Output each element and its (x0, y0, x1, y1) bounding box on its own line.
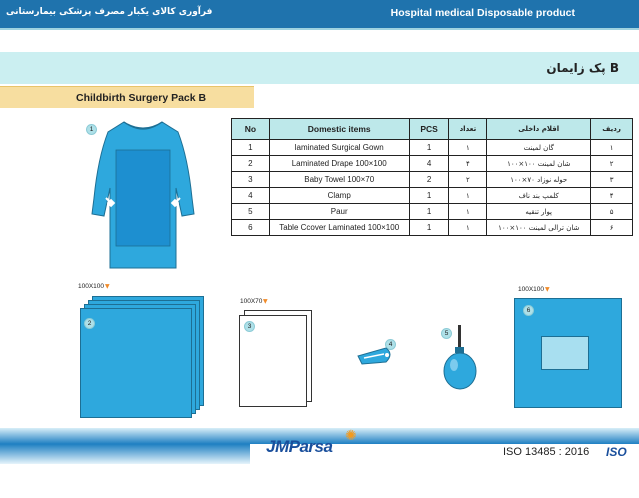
cell-pcs: 1 (409, 188, 449, 204)
table-header-row (232, 119, 633, 140)
towel-number-badge: 3 (244, 321, 255, 332)
header-english-text: Hospital medical Disposable product (390, 7, 575, 19)
cell-item-fa: شان ترالی لمینت ۱۰۰×۱۰۰ (487, 220, 591, 236)
table-row (232, 156, 633, 172)
title-band (0, 52, 639, 84)
drape-size-arrow-icon: ▼ (105, 283, 110, 290)
towel-size-label: 100X70 (240, 298, 263, 305)
drape-size-label: 100X100 (78, 283, 105, 290)
cover-size-label: 100X100 (518, 286, 545, 293)
cell-no: 4 (232, 188, 270, 204)
cell-domestic: Table Ccover Laminated 100×100 (269, 220, 409, 236)
cell-count-fa: ۴ (449, 156, 487, 172)
footer-band-lower (0, 444, 250, 464)
cell-pcs: 1 (409, 204, 449, 220)
table-cover (514, 298, 622, 408)
table-row (232, 220, 633, 236)
gown-illustration (88, 118, 198, 273)
cover-number-badge: 6 (523, 305, 534, 316)
cell-no: 2 (232, 156, 270, 172)
gown-number-badge: 1 (86, 124, 97, 135)
drape-number-badge: 2 (84, 318, 95, 329)
cell-domestic: Laminated Drape 100×100 (269, 156, 409, 172)
cell-domestic: laminated Surgical Gown (269, 140, 409, 156)
col-count-fa: تعداد (449, 119, 487, 140)
cell-count-fa: ۱ (449, 220, 487, 236)
cell-pcs: 2 (409, 172, 449, 188)
cell-no: 6 (232, 220, 270, 236)
header-bar (0, 0, 639, 28)
cell-count-fa: ۱ (449, 188, 487, 204)
table-row (232, 188, 633, 204)
clamp-number-badge: 4 (385, 339, 396, 350)
cell-item-fa: پوار تنقیه (487, 204, 591, 220)
cell-no: 5 (232, 204, 270, 220)
col-items-fa: اقلام داخلی (487, 119, 591, 140)
cover-size-arrow-icon: ▼ (545, 286, 550, 293)
iso-certificate-text: ISO 13485 : 2016 (503, 446, 590, 458)
cell-count-fa: ۲ (449, 172, 487, 188)
cell-no: 3 (232, 172, 270, 188)
table-row (232, 140, 633, 156)
table-row (232, 172, 633, 188)
cell-pcs: 1 (409, 140, 449, 156)
cell-row-fa: ۳ (591, 172, 633, 188)
cell-item-fa: شان لمینت ۱۰۰×۱۰۰ (487, 156, 591, 172)
cell-item-fa: کلمپ بند ناف (487, 188, 591, 204)
items-table (231, 118, 633, 236)
cell-row-fa: ۲ (591, 156, 633, 172)
company-logo: JMParsa (266, 437, 333, 456)
drape-sheet (80, 308, 192, 418)
header-divider (0, 28, 639, 30)
cell-domestic: Baby Towel 100×70 (269, 172, 409, 188)
cell-row-fa: ۵ (591, 204, 633, 220)
cell-count-fa: ۱ (449, 204, 487, 220)
paur-bulb-illustration (442, 325, 478, 391)
towel-size-arrow-icon: ▼ (263, 298, 268, 305)
col-domestic-items: Domestic items (269, 119, 409, 140)
cell-row-fa: ۶ (591, 220, 633, 236)
cell-pcs: 4 (409, 156, 449, 172)
col-no: No (232, 119, 270, 140)
cell-count-fa: ۱ (449, 140, 487, 156)
cell-domestic: Clamp (269, 188, 409, 204)
cell-row-fa: ۱ (591, 140, 633, 156)
cell-item-fa: گان لمینت (487, 140, 591, 156)
pack-title-english: Childbirth Surgery Pack B (76, 92, 207, 104)
cell-pcs: 1 (409, 220, 449, 236)
paur-number-badge: 5 (441, 328, 452, 339)
pack-title-persian: پک زایمان B (546, 61, 619, 75)
header-persian-text: فرآوری کالای یکبار مصرف پزشکی بیمارستانی (6, 7, 213, 17)
col-row-fa: ردیف (591, 119, 633, 140)
cell-item-fa: حوله نوزاد ۷۰×۱۰۰ (487, 172, 591, 188)
cell-domestic: Paur (269, 204, 409, 220)
logo-sun-icon: ✺ (345, 428, 357, 444)
clamp-illustration (356, 344, 396, 368)
table-cover-panel (541, 336, 589, 370)
cell-row-fa: ۴ (591, 188, 633, 204)
table-row (232, 204, 633, 220)
iso-logo: ISO (606, 445, 627, 459)
subtitle-bar (0, 86, 254, 108)
col-pcs: PCS (409, 119, 449, 140)
cell-no: 1 (232, 140, 270, 156)
